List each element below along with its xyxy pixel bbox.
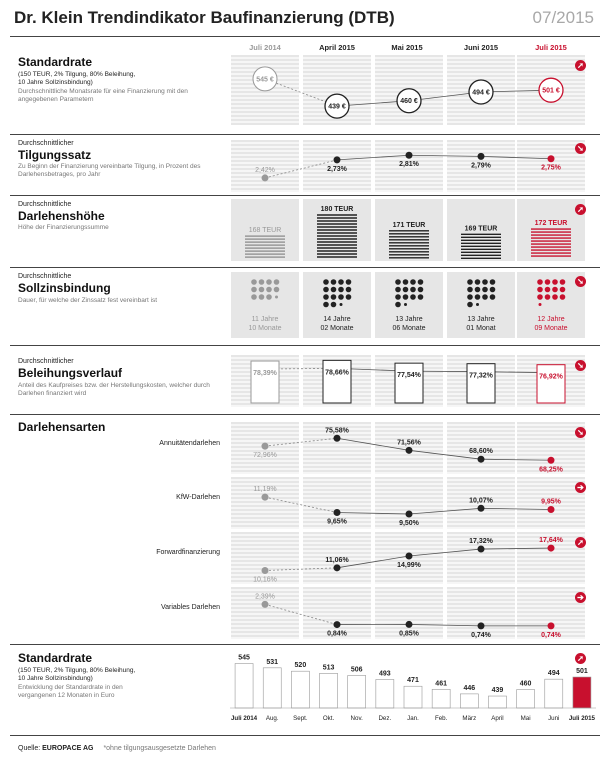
year-dot	[560, 287, 566, 293]
standardrate-sub2: 10 Jahre Sollzinsbindung)	[18, 79, 93, 86]
year-dot	[418, 287, 424, 293]
data-point	[478, 505, 485, 512]
tick-label: Juli 2014	[230, 715, 258, 722]
year-dot	[259, 279, 265, 285]
tick-label: Sept.	[293, 715, 308, 722]
year-dot	[467, 279, 473, 285]
data-point	[262, 601, 269, 608]
arrow-up-right-icon: ➚	[575, 60, 586, 71]
bar	[263, 668, 281, 708]
tick-label: Nov.	[350, 715, 363, 722]
year-dot	[552, 279, 558, 285]
col-head-0: Juli 2014	[249, 43, 281, 52]
sollzins-title: Sollzinsbindung	[18, 281, 111, 295]
data-label: 2,39%	[255, 593, 275, 601]
year-dot	[560, 279, 566, 285]
darlehensarten-title: Darlehensarten	[18, 420, 106, 434]
tick-label: März	[462, 715, 477, 722]
year-dot	[346, 287, 352, 293]
year-dot	[545, 279, 551, 285]
data-label: 09 Monate	[534, 325, 568, 332]
data-label: 439 €	[328, 103, 346, 111]
year-dot	[410, 287, 416, 293]
bar	[545, 679, 563, 708]
data-point	[334, 435, 341, 442]
year-dot	[331, 279, 337, 285]
tick-label: April	[491, 715, 504, 722]
beleihung-small: Durchschnittlicher	[18, 358, 74, 365]
year-dot	[395, 302, 401, 308]
standardrate2-title: Standardrate	[18, 651, 93, 665]
divider	[10, 36, 600, 37]
data-label: 0,74%	[541, 631, 561, 639]
data-label: 76,92%	[539, 373, 563, 381]
data-label: 17,64%	[539, 537, 563, 545]
year-dot	[331, 302, 337, 308]
year-dot	[482, 294, 488, 300]
tilgung-small: Durchschnittlicher	[18, 140, 74, 147]
data-label: 460 €	[400, 98, 418, 106]
year-dot	[552, 294, 558, 300]
data-label: 439	[491, 687, 504, 695]
tick-label: Juni	[548, 715, 560, 722]
year-dot	[545, 287, 551, 293]
data-point	[548, 506, 555, 513]
data-point	[406, 447, 413, 454]
bar	[320, 673, 338, 708]
data-label: 168 TEUR	[248, 227, 282, 235]
year-dot	[346, 294, 352, 300]
year-dot	[395, 279, 401, 285]
data-label: 9,65%	[327, 518, 347, 526]
year-dot	[323, 294, 329, 300]
footer	[18, 745, 216, 752]
data-label: 2,75%	[541, 164, 561, 172]
year-dot	[560, 294, 566, 300]
data-point	[548, 155, 555, 162]
data-label: 545 €	[256, 76, 274, 84]
year-dot	[404, 303, 407, 306]
kfw-chart	[230, 477, 596, 529]
data-point	[548, 545, 555, 552]
bar	[432, 689, 450, 708]
data-point	[478, 546, 485, 553]
data-point	[548, 622, 555, 629]
standardrate-desc: Durchschnittliche Monatsrate für eine Finanzierung mit den angegebenen Parametern	[18, 88, 188, 103]
year-dot	[395, 294, 401, 300]
variabel-chart	[230, 587, 596, 639]
year-dot	[475, 279, 481, 285]
data-label: 501 €	[542, 87, 560, 95]
data-label: 2,81%	[399, 161, 419, 169]
data-label: 68,25%	[539, 466, 563, 474]
darlehen-desc: Höhe der Finanzierungssumme	[18, 224, 109, 231]
bar	[488, 696, 506, 708]
year-dot	[490, 294, 496, 300]
darlehen-title: Darlehenshöhe	[18, 209, 105, 223]
arrow-down-right-icon: ➘	[575, 427, 586, 438]
year-dot	[275, 296, 278, 299]
data-label: 01 Monat	[466, 325, 496, 332]
data-label: 13 Jahre	[395, 316, 423, 323]
standardrate2-sub2: 10 Jahre Sollzinsbindung)	[18, 675, 93, 682]
year-dot	[331, 287, 337, 293]
data-label: 2,79%	[471, 162, 491, 170]
year-dot	[266, 287, 272, 293]
arrow-up-right-icon: ➚	[575, 204, 586, 215]
source: EUROPACE AG	[42, 745, 94, 752]
data-label: 13 Jahre	[467, 316, 495, 323]
tick-label: Juli 2015	[568, 715, 596, 722]
tick-label: Mai	[520, 715, 531, 722]
bar	[517, 690, 535, 708]
year-dot	[403, 287, 409, 293]
report-date: 07/2015	[532, 8, 594, 27]
data-point	[262, 174, 269, 181]
data-label: 446	[463, 684, 476, 692]
arrow-up-right-icon: ➚	[575, 537, 586, 548]
data-label: 169 TEUR	[464, 225, 498, 233]
data-point	[395, 363, 423, 403]
data-label: 77,54%	[397, 372, 421, 380]
data-point	[406, 511, 413, 518]
year-dot	[552, 287, 558, 293]
data-label: 506	[350, 666, 363, 674]
standardrate-sub: (150 TEUR, 2% Tilgung, 80% Beleihung,	[18, 71, 136, 78]
data-label: 2,73%	[327, 165, 347, 173]
year-dot	[259, 294, 265, 300]
data-label: 06 Monate	[392, 325, 426, 332]
data-point	[323, 360, 351, 403]
year-dot	[266, 279, 272, 285]
standardrate-title: Standardrate	[18, 55, 93, 69]
bar	[348, 675, 366, 708]
year-dot	[539, 303, 542, 306]
row-label-kfw: KfW-Darlehen	[176, 494, 220, 501]
year-dot	[338, 279, 344, 285]
year-dot	[338, 294, 344, 300]
year-dot	[490, 279, 496, 285]
footnote: *ohne tilgungsausgesetzte Darlehen	[103, 745, 216, 752]
data-point	[334, 156, 341, 163]
year-dot	[251, 279, 257, 285]
data-point	[478, 622, 485, 629]
data-point	[334, 621, 341, 628]
tick-label: Jan.	[407, 715, 419, 722]
data-point	[406, 553, 413, 560]
sollzins-small: Durchschnittliche	[18, 273, 72, 280]
bar	[376, 679, 394, 708]
data-label: 68,60%	[469, 448, 493, 456]
data-point	[334, 509, 341, 516]
sollzins-desc: Dauer, für welche der Zinssatz fest vereinbart ist	[18, 297, 158, 304]
tick-label: Dez.	[378, 715, 392, 722]
data-point	[406, 621, 413, 628]
data-label: 78,66%	[325, 369, 349, 377]
data-label: 9,95%	[541, 498, 561, 506]
year-dot	[537, 287, 543, 293]
year-dot	[476, 303, 479, 306]
data-label: 77,32%	[469, 372, 493, 380]
darlehen-small: Durchschnittliche	[18, 201, 72, 208]
arrow-down-right-icon: ➘	[575, 276, 586, 287]
data-point	[478, 456, 485, 463]
page-title: Dr. Klein Trendindikator Baufinanzierung (DTB)	[14, 8, 395, 27]
data-label: 0,85%	[399, 630, 419, 638]
bar	[291, 671, 309, 708]
data-label: 10 Monate	[248, 325, 282, 332]
year-dot	[323, 302, 329, 308]
tick-label: Feb.	[434, 715, 448, 722]
data-label: 75,58%	[325, 427, 349, 435]
year-dot	[418, 294, 424, 300]
data-label: 545	[238, 654, 250, 662]
data-label: 11 Jahre	[251, 316, 279, 323]
data-point	[262, 567, 269, 574]
year-dot	[251, 287, 257, 293]
data-label: 513	[322, 664, 335, 672]
data-label: 0,84%	[327, 630, 347, 638]
year-dot	[482, 287, 488, 293]
data-label: 2,42%	[255, 166, 275, 174]
data-point	[334, 564, 341, 571]
year-dot	[545, 294, 551, 300]
year-dot	[482, 279, 488, 285]
data-label: 460	[519, 680, 532, 688]
data-point	[467, 364, 495, 403]
year-dot	[475, 287, 481, 293]
data-label: 14,99%	[397, 562, 421, 570]
standardrate-chart	[230, 55, 596, 125]
arrow-up-right-icon: ➚	[575, 653, 586, 664]
data-label: 0,74%	[471, 631, 491, 639]
row-label-variabel: Variables Darlehen	[160, 604, 220, 611]
data-label: 10,07%	[469, 497, 493, 505]
data-label: 14 Jahre	[323, 316, 351, 323]
year-dot	[410, 294, 416, 300]
tick-label: Aug.	[265, 715, 279, 722]
data-label: 493	[379, 670, 391, 678]
tilgung-desc: Zu Beginn der Finanzierung vereinbarte Tilgung, in Prozent des Darlehensbetrages, pro Jahr	[18, 163, 201, 178]
data-label: 172 TEUR	[534, 220, 568, 228]
beleihung-title: Beleihungsverlauf	[18, 366, 123, 380]
year-dot	[346, 279, 352, 285]
tick-label: Okt.	[322, 715, 335, 722]
data-label: 501	[576, 668, 588, 676]
data-label: 9,50%	[399, 520, 419, 527]
data-label: 494 €	[472, 89, 490, 97]
data-label: 471	[407, 677, 419, 685]
arrow-down-right-icon: ➘	[575, 360, 586, 371]
divider	[10, 267, 600, 268]
data-label: 520	[294, 662, 307, 670]
standardrate2-desc: Entwicklung der Standardrate in den vergangenen 12 Monaten in Euro	[18, 684, 123, 699]
year-dot	[338, 287, 344, 293]
year-dot	[266, 294, 272, 300]
data-label: 17,32%	[469, 538, 493, 546]
forward-chart	[230, 532, 596, 584]
darlehen-chart	[230, 199, 596, 261]
sollzins-chart	[230, 272, 596, 338]
divider	[10, 414, 600, 415]
data-point	[478, 153, 485, 160]
standardrate2-sub: (150 TEUR, 2% Tilgung, 80% Beleihung,	[18, 667, 136, 674]
bar	[235, 664, 253, 708]
data-label: 72,96%	[253, 452, 277, 460]
year-dot	[251, 294, 257, 300]
year-dot	[490, 287, 496, 293]
data-label: 180 TEUR	[320, 206, 354, 213]
data-point	[262, 443, 269, 450]
divider	[10, 644, 600, 645]
bar	[404, 686, 422, 708]
year-dot	[467, 294, 473, 300]
data-label: 10,16%	[253, 576, 277, 584]
year-dot	[274, 287, 280, 293]
beleihung-chart	[230, 355, 596, 407]
year-dot	[403, 294, 409, 300]
divider	[10, 134, 600, 135]
data-point	[537, 365, 565, 403]
data-label: 02 Monate	[320, 325, 354, 332]
row-label-annuitaet: Annuitätendarlehen	[159, 440, 220, 447]
year-dot	[395, 287, 401, 293]
arrow-right-icon: ➔	[575, 592, 586, 603]
standardrate2-chart	[230, 648, 596, 726]
year-dot	[403, 279, 409, 285]
year-dot	[467, 287, 473, 293]
year-dot	[537, 294, 543, 300]
divider	[10, 195, 600, 196]
data-label: 171 TEUR	[392, 221, 426, 229]
year-dot	[475, 294, 481, 300]
data-label: 461	[435, 680, 447, 688]
year-dot	[331, 294, 337, 300]
col-head-1: April 2015	[319, 43, 355, 52]
data-label: 11,06%	[325, 556, 349, 564]
divider	[10, 345, 600, 346]
data-label: 531	[266, 658, 279, 666]
year-dot	[418, 279, 424, 285]
data-point	[262, 494, 269, 501]
arrow-down-right-icon: ➘	[575, 143, 586, 154]
data-label: 71,56%	[397, 439, 421, 447]
year-dot	[323, 287, 329, 293]
year-dot	[410, 279, 416, 285]
data-point	[548, 457, 555, 464]
column-panel	[231, 477, 299, 529]
col-head-4: Juli 2015	[535, 43, 567, 52]
year-dot	[259, 287, 265, 293]
data-label: 494	[547, 670, 560, 678]
tilgung-title: Tilgungssatz	[18, 148, 92, 162]
year-dot	[274, 279, 280, 285]
bar	[460, 694, 478, 708]
data-point	[406, 152, 413, 159]
row-label-forward: Forwardfinanzierung	[156, 549, 220, 556]
annuitaet-chart	[230, 422, 596, 474]
tilgung-chart	[230, 140, 596, 192]
source-label: Quelle:	[18, 745, 41, 752]
arrow-right-icon: ➔	[575, 482, 586, 493]
data-label: 12 Jahre	[537, 316, 565, 323]
beleihung-desc: Anteil des Kaufpreises bzw. der Herstellungskosten, welcher durch Darlehen finanziert wird	[18, 382, 210, 397]
data-point	[251, 361, 279, 403]
year-dot	[323, 279, 329, 285]
year-dot	[340, 303, 343, 306]
year-dot	[467, 302, 473, 308]
divider	[10, 735, 600, 736]
bar	[573, 677, 591, 708]
col-head-3: Juni 2015	[463, 43, 499, 52]
year-dot	[537, 279, 543, 285]
col-head-2: Mai 2015	[391, 43, 423, 52]
data-label: 11,19%	[253, 486, 277, 494]
data-label: 78,39%	[253, 370, 277, 378]
